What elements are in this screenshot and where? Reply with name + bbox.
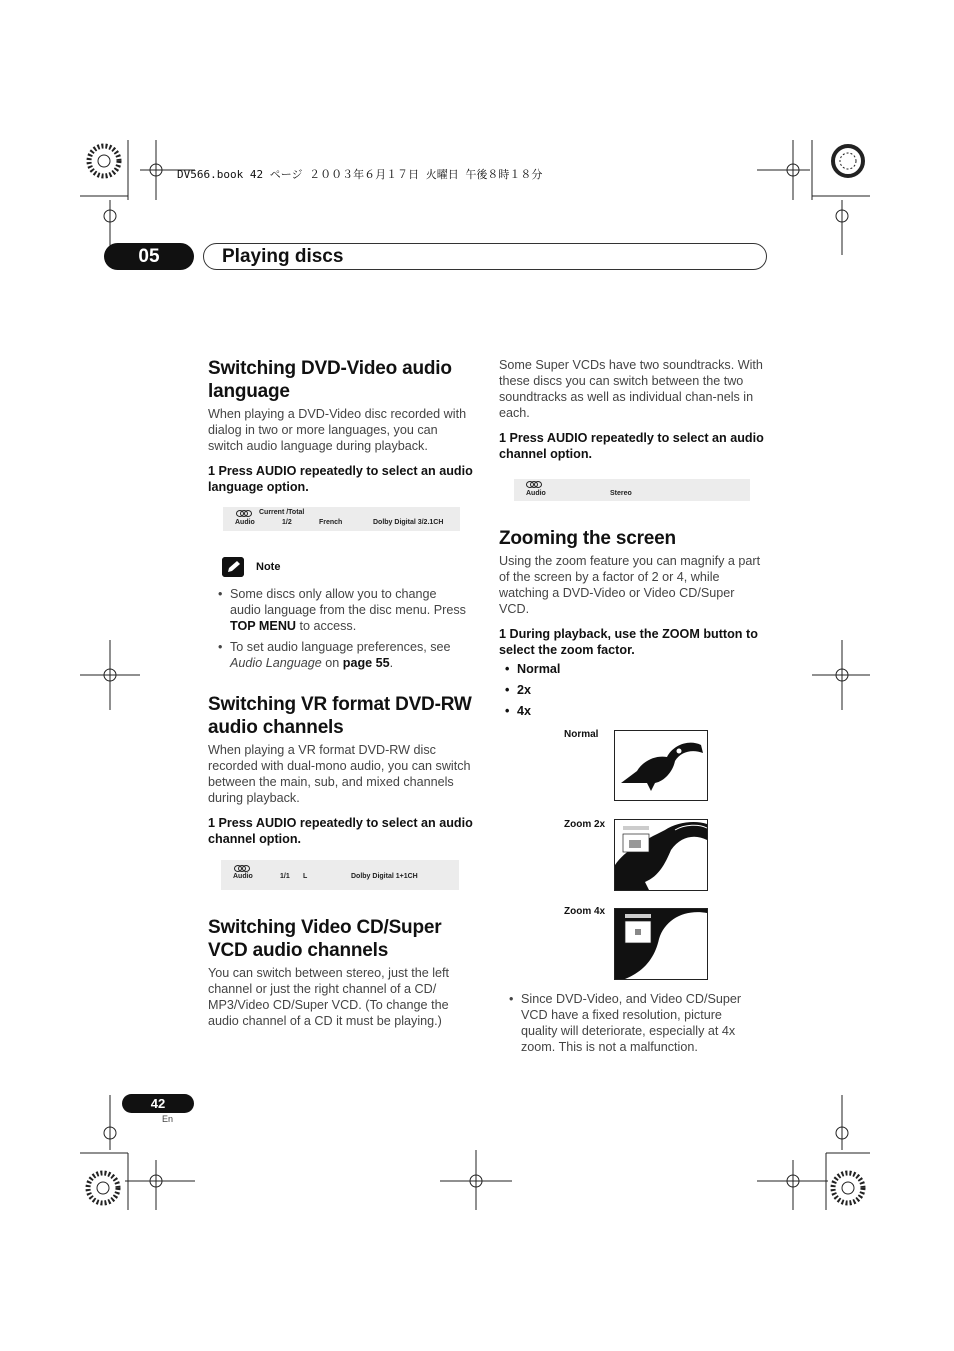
step-vr-audio-channels: 1 Press AUDIO repeatedly to select an audio channel option.	[208, 816, 473, 846]
body-dvd-audio-language: When playing a DVD-Video disc recorded with dialog in two or more languages, you can switch audio language during playback.	[208, 407, 467, 453]
osd-channel: L	[303, 873, 308, 880]
osd-vr-audio	[221, 860, 459, 890]
osd-language: French	[319, 519, 343, 526]
osd-current-total: Current /Total	[259, 509, 305, 516]
zoom-2x-image	[614, 819, 708, 891]
section-svcd-soundtracks	[499, 357, 767, 462]
osd-value: Stereo	[610, 490, 632, 497]
page-number: 42	[122, 1094, 194, 1113]
zoom-4x-image	[614, 908, 708, 980]
heading-zoom: Zooming the screen	[499, 528, 676, 549]
toucan-4x-illustration	[615, 909, 707, 979]
section-vr-audio-channels	[208, 693, 476, 847]
zoom-label-4x: Zoom 4x	[564, 906, 606, 917]
print-header: DV566.book 42 ページ ２００３年６月１７日 火曜日 午後８時１８分	[177, 168, 543, 181]
osd-format: Dolby Digital 3/2.1CH	[373, 519, 444, 526]
body-zoom: Using the zoom feature you can magnify a part of the screen by a factor of 2 or 4, while watching a DVD-Video or Video CD/Super VCD.	[499, 554, 761, 616]
zoom-label-normal: Normal	[564, 729, 599, 740]
osd-fraction: 1/1	[280, 873, 290, 880]
toucan-2x-illustration	[615, 820, 707, 890]
heading-dvd-audio-language: Switching DVD-Video audio language	[208, 358, 452, 402]
section-vcd-audio-channels	[208, 916, 476, 1029]
zoom-normal-image	[614, 730, 708, 801]
dolby-audio-icon	[526, 481, 542, 488]
dolby-audio-icon	[234, 865, 250, 872]
zoom-option: • 4x	[503, 701, 767, 722]
chapter-number: 05	[104, 243, 194, 270]
osd-svcd-audio	[514, 479, 750, 501]
chapter-title-box	[203, 243, 767, 270]
osd-label: Audio	[235, 519, 255, 526]
dolby-audio-icon	[236, 510, 252, 517]
zoom-option: • Normal	[503, 659, 767, 680]
page-language: En	[162, 1114, 174, 1124]
osd-label: Audio	[233, 873, 253, 880]
heading-vr-audio-channels: Switching VR format DVD-RW audio channels	[208, 694, 472, 738]
zoom-note-list	[507, 991, 759, 1060]
chapter-title: Playing discs	[222, 246, 344, 267]
body-svcd-soundtracks: Some Super VCDs have two soundtracks. With these discs you can switch between the two soundtracks as well as individual chan-nels in each.	[499, 358, 763, 420]
zoom-label-2x: Zoom 2x	[564, 819, 606, 830]
note-list	[216, 586, 468, 676]
osd-fraction: 1/2	[282, 519, 292, 526]
section-zoom	[499, 527, 767, 722]
note-pencil-icon	[222, 557, 244, 577]
osd-audio-language	[223, 507, 460, 531]
zoom-options	[503, 659, 767, 722]
note-item: • To set audio language preferences, see Audio Language on page 55.	[216, 639, 468, 671]
osd-format: Dolby Digital 1+1CH	[351, 873, 418, 880]
step-dvd-audio-language: 1 Press AUDIO repeatedly to select an audio language option.	[208, 464, 473, 494]
note-item: • Some discs only allow you to change audio language from the disc menu. Press TOP MENU to access.	[216, 586, 468, 634]
section-dvd-audio-language	[208, 357, 476, 495]
body-vr-audio-channels: When playing a VR format DVD-RW disc recorded with dual-mono audio, you can switch between the main, sub, and mixed channels during playback.	[208, 743, 471, 805]
body-vcd-audio-channels: You can switch between stereo, just the left channel or just the right channel of a CD/ MP3/Video CD/Super VCD. (To change the audio channel of a CD it must be playing.)	[208, 966, 450, 1028]
note-title: Note	[256, 561, 281, 573]
zoom-note-item: • Since DVD-Video, and Video CD/Super VCD have a fixed resolution, picture quality will deteriorate, especially at 4x zoom. This is not a malfunction.	[507, 991, 759, 1055]
osd-label: Audio	[526, 490, 546, 497]
step-zoom: 1 During playback, use the ZOOM button to select the zoom factor.	[499, 627, 758, 657]
toucan-illustration	[615, 731, 707, 800]
zoom-option: • 2x	[503, 680, 767, 701]
step-svcd-soundtracks: 1 Press AUDIO repeatedly to select an audio channel option.	[499, 431, 764, 461]
heading-vcd-audio-channels: Switching Video CD/Super VCD audio channels	[208, 917, 442, 961]
